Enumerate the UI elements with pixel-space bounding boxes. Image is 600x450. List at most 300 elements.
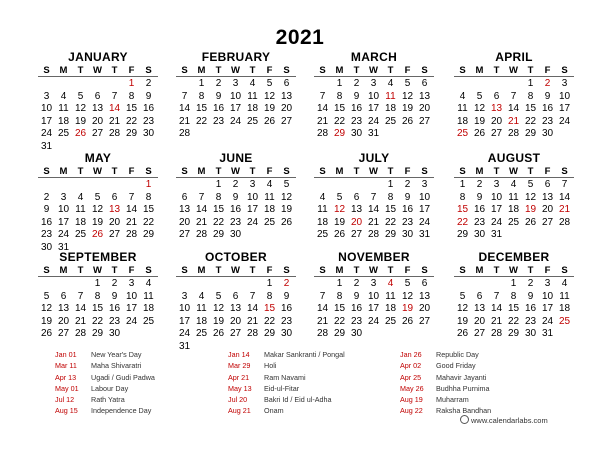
empty-cell (72, 278, 89, 291)
weekday-label: T (215, 265, 222, 276)
weekday-label: T (387, 166, 394, 177)
day: 2 (404, 179, 411, 190)
weekday-header (454, 166, 574, 178)
holiday-name: Good Friday (436, 361, 476, 371)
day: 7 (111, 90, 118, 102)
day: 17 (57, 216, 70, 228)
day: 19 (280, 204, 293, 215)
day: 18 (384, 103, 397, 114)
day: 2 (476, 179, 483, 190)
day: 13 (57, 303, 70, 314)
weekday-label: F (404, 265, 411, 276)
holiday-name: Republic Day (436, 350, 479, 359)
day-grid (454, 278, 574, 341)
day: 28 (507, 128, 520, 139)
day: 19 (91, 216, 104, 228)
day: 30 (473, 229, 486, 240)
holiday-name: Ram Navami (264, 372, 306, 382)
day: 22 (195, 115, 208, 127)
day: 23 (280, 315, 293, 327)
holiday-day: 26 (91, 229, 104, 240)
empty-cell (176, 179, 193, 192)
day: 3 (43, 90, 50, 102)
holiday-row (55, 394, 215, 405)
empty-cell (488, 278, 505, 291)
day: 1 (336, 278, 343, 289)
day: 3 (181, 290, 188, 302)
holiday-row (55, 349, 215, 360)
empty-cell (227, 278, 244, 291)
day: 5 (476, 90, 483, 102)
day: 13 (229, 303, 242, 314)
day: 21 (74, 315, 87, 327)
weekday-label: T (215, 65, 222, 76)
day: 11 (385, 290, 396, 302)
day: 15 (384, 204, 397, 215)
day: 22 (384, 216, 397, 228)
day: 17 (40, 115, 53, 127)
day: 4 (266, 179, 273, 190)
empty-cell (488, 78, 505, 91)
day: 8 (94, 290, 101, 302)
empty-cell (72, 179, 89, 192)
footer-url: www.calendarlabs.com (471, 416, 548, 425)
day: 3 (493, 179, 500, 190)
holiday-name: Maha Shivaratri (91, 361, 142, 371)
day: 26 (263, 115, 276, 127)
weekday-label: W (369, 265, 378, 276)
day: 18 (456, 115, 469, 127)
holiday-day: 26 (74, 128, 87, 139)
month-name: FEBRUARY (201, 50, 271, 64)
empty-cell (210, 278, 227, 291)
day: 11 (317, 204, 328, 215)
weekday-label: S (43, 265, 50, 276)
day: 8 (336, 290, 343, 302)
day: 7 (128, 191, 135, 203)
empty-cell (314, 278, 331, 291)
weekday-label: M (59, 166, 68, 177)
day-grid (38, 278, 158, 341)
day: 6 (232, 290, 239, 302)
holiday-row (55, 360, 215, 371)
day: 12 (524, 191, 537, 203)
day: 12 (280, 191, 293, 203)
day: 16 (229, 204, 242, 215)
day: 16 (524, 303, 537, 314)
day: 8 (215, 191, 222, 203)
empty-cell (348, 179, 365, 192)
day: 9 (215, 90, 222, 102)
day: 27 (350, 229, 363, 240)
day: 31 (541, 328, 554, 339)
weekday-label: T (353, 65, 360, 76)
weekday-label: S (421, 166, 428, 177)
empty-cell (38, 179, 55, 192)
weekday-label: W (369, 65, 378, 76)
day: 29 (456, 229, 469, 240)
day: 10 (490, 191, 503, 203)
holiday-date: Apr 13 (55, 372, 77, 382)
day: 11 (247, 90, 258, 102)
weekday-label: M (475, 65, 484, 76)
month-name: JULY (358, 151, 390, 165)
day: 30 (524, 328, 537, 339)
holiday-date: Jul 12 (55, 395, 75, 405)
day: 11 (457, 103, 468, 114)
day: 15 (142, 204, 155, 215)
day: 24 (229, 115, 242, 127)
month-january (38, 50, 158, 153)
day: 16 (473, 204, 486, 215)
day: 23 (350, 115, 363, 127)
weekday-label: F (544, 265, 551, 276)
day: 15 (333, 103, 346, 114)
holiday-day: 29 (333, 128, 346, 139)
day: 27 (418, 315, 431, 327)
day: 15 (333, 303, 346, 314)
holiday-day: 19 (401, 303, 414, 314)
day: 12 (401, 290, 414, 302)
day: 17 (541, 303, 554, 314)
day-grid (176, 78, 296, 141)
weekday-label: F (128, 265, 135, 276)
year-title: 2021 (275, 26, 325, 49)
day: 3 (561, 78, 568, 89)
day: 8 (128, 90, 135, 102)
day: 17 (490, 204, 503, 215)
day: 24 (490, 216, 503, 228)
empty-cell (505, 78, 522, 91)
day: 4 (561, 278, 568, 289)
day: 19 (74, 115, 87, 127)
weekday-label: T (353, 166, 360, 177)
holiday-date: Aug 22 (400, 406, 423, 416)
day: 1 (387, 179, 394, 190)
holiday-day: 11 (385, 90, 396, 102)
weekday-header (38, 166, 158, 178)
footer (460, 415, 548, 425)
weekday-header (454, 265, 574, 277)
holiday-date: Apr 02 (400, 361, 422, 371)
holiday-date: May 13 (228, 383, 252, 393)
weekday-label: T (77, 65, 84, 76)
weekday-label: S (319, 65, 326, 76)
weekday-label: W (509, 166, 518, 177)
day: 5 (404, 278, 411, 289)
day: 2 (353, 278, 360, 289)
weekday-label: M (197, 166, 206, 177)
day: 9 (232, 191, 239, 203)
day: 18 (142, 303, 155, 314)
weekday-label: T (387, 65, 394, 76)
day: 11 (58, 103, 69, 114)
day: 23 (142, 115, 155, 127)
day: 24 (558, 115, 571, 127)
weekday-header (176, 166, 296, 178)
holiday-day: 2 (544, 78, 551, 89)
holiday-date: Aug 15 (55, 406, 78, 416)
day: 16 (40, 216, 53, 228)
weekday-label: S (459, 65, 466, 76)
weekday-label: M (475, 166, 484, 177)
weekday-label: F (128, 65, 135, 76)
day: 4 (510, 179, 517, 190)
day: 31 (490, 229, 503, 240)
day: 20 (418, 103, 431, 114)
day: 7 (510, 90, 517, 102)
day: 25 (384, 315, 397, 327)
day: 24 (57, 229, 70, 240)
weekday-label: M (335, 65, 344, 76)
empty-cell (106, 78, 123, 91)
day: 6 (476, 290, 483, 302)
day: 29 (125, 128, 138, 139)
day: 15 (91, 303, 104, 314)
day: 25 (263, 216, 276, 228)
weekday-label: S (319, 166, 326, 177)
day: 18 (246, 103, 259, 114)
day: 3 (544, 278, 551, 289)
holiday-day: 20 (350, 216, 363, 228)
weekday-header (314, 265, 434, 277)
day: 30 (229, 229, 242, 240)
weekday-label: T (111, 265, 118, 276)
holiday-day: 25 (558, 315, 571, 327)
day: 12 (473, 103, 486, 114)
weekday-label: W (93, 65, 102, 76)
day: 19 (40, 315, 53, 327)
day: 21 (367, 216, 380, 228)
holiday-day: 1 (128, 78, 135, 89)
weekday-header (454, 65, 574, 77)
day: 17 (367, 103, 380, 114)
weekday-label: F (404, 166, 411, 177)
holiday-row (400, 360, 560, 371)
day: 31 (178, 340, 191, 352)
day: 14 (490, 303, 503, 314)
empty-cell (314, 179, 331, 192)
day: 21 (246, 315, 259, 327)
weekday-label: T (493, 166, 500, 177)
holiday-date: May 26 (400, 383, 424, 393)
day-grid (454, 179, 574, 242)
holiday-name: Budhha Purnima (436, 383, 490, 393)
day: 3 (60, 191, 67, 203)
day: 24 (246, 216, 259, 228)
day: 20 (91, 115, 104, 127)
empty-cell (176, 78, 193, 91)
weekday-label: S (561, 65, 568, 76)
holiday-name: Mahavir Jayanti (436, 372, 487, 382)
weekday-label: T (527, 166, 534, 177)
day: 8 (336, 90, 343, 102)
day: 20 (229, 315, 242, 327)
day: 10 (418, 191, 431, 203)
day: 19 (212, 315, 225, 327)
day: 24 (418, 216, 431, 228)
day: 15 (125, 103, 138, 114)
holiday-date: Jan 26 (400, 350, 422, 359)
day: 16 (350, 303, 363, 314)
holiday-day: 21 (558, 204, 571, 215)
day: 31 (40, 140, 53, 152)
day: 6 (353, 191, 360, 203)
day: 1 (266, 278, 273, 289)
weekday-label: F (128, 166, 135, 177)
day: 8 (266, 290, 273, 302)
day: 12 (212, 303, 225, 314)
day: 4 (459, 90, 466, 102)
holiday-name: Independence Day (91, 406, 152, 416)
day: 27 (229, 328, 242, 339)
weekday-label: W (509, 65, 518, 76)
day: 29 (384, 229, 397, 240)
day: 22 (263, 315, 276, 327)
day: 2 (232, 179, 239, 190)
day: 17 (229, 103, 242, 114)
weekday-label: S (459, 166, 466, 177)
day: 14 (178, 103, 191, 114)
day: 2 (145, 78, 152, 89)
day: 14 (316, 303, 329, 314)
day: 6 (60, 290, 67, 302)
day: 13 (473, 303, 486, 314)
weekday-label: W (231, 265, 240, 276)
weekday-label: W (231, 166, 240, 177)
day: 12 (91, 204, 104, 215)
day: 28 (195, 229, 208, 240)
holiday-date: Mar 11 (55, 361, 77, 371)
day: 15 (195, 103, 208, 114)
holiday-row (55, 372, 215, 383)
weekday-label: T (77, 265, 84, 276)
day: 17 (125, 303, 138, 314)
month-june (176, 151, 296, 242)
day: 29 (507, 328, 520, 339)
day: 20 (108, 216, 121, 228)
day: 11 (75, 204, 86, 215)
weekday-header (176, 265, 296, 277)
holiday-day: 15 (263, 303, 276, 314)
day: 19 (401, 103, 414, 114)
weekday-label: F (544, 166, 551, 177)
month-july (314, 151, 434, 242)
day: 15 (212, 204, 225, 215)
day: 19 (456, 315, 469, 327)
day: 23 (401, 216, 414, 228)
month-august (454, 151, 574, 242)
weekday-label: M (197, 65, 206, 76)
empty-cell (193, 179, 210, 192)
day: 2 (111, 278, 118, 289)
empty-cell (123, 179, 140, 192)
day: 1 (336, 78, 343, 89)
holiday-row (228, 405, 388, 416)
holiday-name: New Year's Day (91, 350, 142, 359)
day: 6 (493, 90, 500, 102)
day: 12 (263, 90, 276, 102)
day: 25 (57, 128, 70, 139)
holiday-day: 12 (333, 204, 346, 215)
day: 26 (401, 115, 414, 127)
weekday-label: S (43, 166, 50, 177)
day: 27 (541, 216, 554, 228)
day: 30 (40, 241, 53, 253)
day: 27 (108, 229, 121, 240)
day: 4 (198, 290, 205, 302)
day: 5 (215, 290, 222, 302)
day: 6 (421, 278, 428, 289)
weekday-label: S (283, 166, 290, 177)
empty-cell (176, 278, 193, 291)
day: 7 (493, 290, 500, 302)
day: 26 (473, 128, 486, 139)
day: 26 (333, 229, 346, 240)
day-grid (454, 78, 574, 141)
weekday-label: S (421, 65, 428, 76)
day: 9 (544, 90, 551, 102)
day: 6 (544, 179, 551, 190)
day: 19 (473, 115, 486, 127)
day: 24 (178, 328, 191, 339)
holiday-day: 4 (387, 278, 394, 289)
weekday-label: S (145, 65, 152, 76)
day: 8 (145, 191, 152, 203)
month-december (454, 250, 574, 341)
holiday-column (400, 349, 560, 417)
weekday-label: T (111, 166, 118, 177)
day: 26 (456, 328, 469, 339)
day: 27 (473, 328, 486, 339)
weekday-label: T (249, 65, 256, 76)
day: 18 (316, 216, 329, 228)
empty-cell (106, 179, 123, 192)
weekday-label: T (249, 265, 256, 276)
weekday-label: T (527, 65, 534, 76)
empty-cell (365, 179, 382, 192)
month-name: OCTOBER (205, 250, 267, 264)
day: 28 (246, 328, 259, 339)
day: 10 (178, 303, 191, 314)
day: 21 (316, 115, 329, 127)
day: 1 (510, 278, 517, 289)
day: 4 (145, 278, 152, 289)
weekday-header (314, 65, 434, 77)
month-name: DECEMBER (478, 250, 550, 264)
month-november (314, 250, 434, 341)
day: 2 (215, 78, 222, 89)
day: 9 (527, 290, 534, 302)
holiday-date: Jan 01 (55, 350, 77, 359)
weekday-label: S (319, 265, 326, 276)
weekday-label: S (181, 265, 188, 276)
empty-cell (314, 78, 331, 91)
weekday-label: W (231, 65, 240, 76)
weekday-label: M (59, 65, 68, 76)
day: 23 (229, 216, 242, 228)
empty-cell (55, 179, 72, 192)
holiday-name: Rath Yatra (91, 395, 125, 405)
day: 18 (263, 204, 276, 215)
holiday-row (228, 360, 388, 371)
holiday-date: Mar 29 (228, 361, 251, 371)
day: 19 (263, 103, 276, 114)
day: 14 (195, 204, 208, 215)
holiday-name: Makar Sankranti / Pongal (264, 350, 345, 359)
day: 5 (336, 191, 343, 203)
weekday-header (38, 265, 158, 277)
